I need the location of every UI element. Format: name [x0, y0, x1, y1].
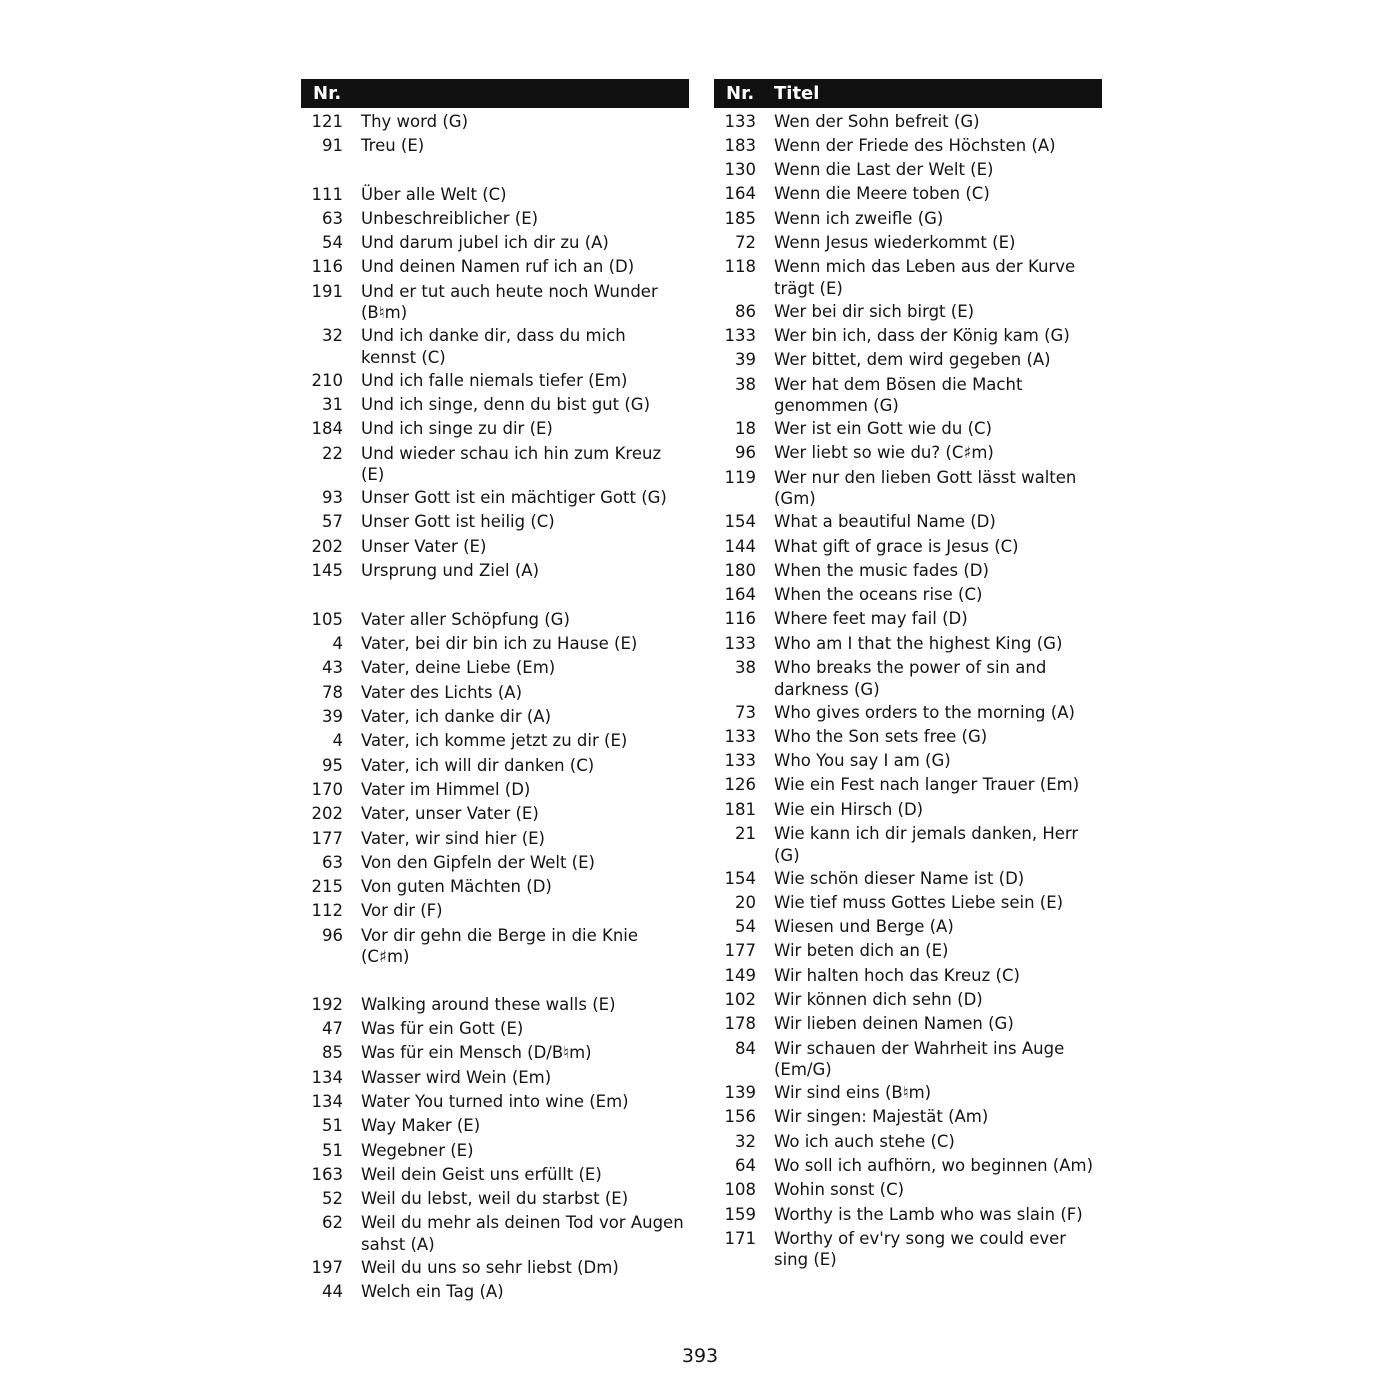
index-entry — [714, 773, 1102, 797]
left-column-header — [301, 79, 689, 108]
song-number: 154 — [724, 868, 756, 888]
index-entry — [301, 729, 689, 753]
index-entry — [301, 1041, 689, 1065]
song-number: 133 — [724, 111, 756, 131]
song-number: 84 — [735, 1038, 756, 1058]
song-number: 51 — [322, 1116, 343, 1136]
song-title: Where feet may fail (D) — [774, 609, 968, 629]
index-entry — [301, 802, 689, 826]
index-entry — [714, 299, 1102, 323]
index-entry — [301, 1065, 689, 1089]
song-title: Vater, ich will dir danken (C) — [361, 755, 595, 775]
song-title: Vater des Lichts (A) — [361, 682, 523, 702]
song-number: 54 — [735, 917, 756, 937]
index-entry — [714, 1105, 1102, 1129]
song-number: 185 — [724, 208, 756, 228]
song-title: Und ich danke dir, dass du mich kennst (C) — [361, 326, 626, 367]
index-entry — [714, 510, 1102, 534]
song-title: Von guten Mächten (D) — [361, 877, 552, 897]
song-title: Wir schauen der Wahrheit ins Auge (Em/G) — [774, 1038, 1065, 1080]
letter-group-spacer — [301, 158, 689, 183]
index-entry — [301, 559, 689, 583]
song-number: 184 — [311, 419, 343, 439]
song-title: Wenn die Last der Welt (E) — [774, 160, 994, 180]
song-title: Who breaks the power of sin and darkness (G) — [774, 658, 1047, 699]
song-title: Wegebner (E) — [361, 1140, 474, 1160]
index-entry — [714, 700, 1102, 724]
song-title: Wir halten hoch das Kreuz (C) — [774, 965, 1020, 985]
song-title: Wer ist ein Gott wie du (C) — [774, 419, 992, 439]
song-title: Wie schön dieser Name ist (D) — [774, 868, 1025, 888]
song-number: 215 — [311, 877, 343, 897]
song-number: 96 — [322, 925, 343, 945]
index-entry — [301, 777, 689, 801]
song-title: Weil du mehr als deinen Tod vor Augen sahst (A) — [361, 1213, 684, 1254]
song-title: When the oceans rise (C) — [774, 585, 983, 605]
index-entry — [301, 875, 689, 899]
index-entry — [301, 324, 689, 369]
song-number: 116 — [311, 257, 343, 277]
song-number: 91 — [322, 135, 343, 155]
right-entry-list — [714, 109, 1102, 1271]
song-title: Wenn mich das Leben aus der Kurve trägt (E) — [774, 257, 1076, 298]
song-number: 44 — [322, 1282, 343, 1302]
song-title: When the music fades (D) — [774, 560, 989, 580]
index-entry — [301, 992, 689, 1016]
song-number: 64 — [735, 1156, 756, 1175]
index-entry — [301, 826, 689, 850]
index-entry — [301, 656, 689, 680]
index-entry — [714, 158, 1102, 182]
song-number: 95 — [322, 755, 343, 775]
song-number: 164 — [724, 184, 756, 204]
song-title: What a beautiful Name (D) — [774, 512, 996, 532]
index-entry — [714, 1178, 1102, 1202]
index-entry — [301, 1114, 689, 1138]
song-number: 121 — [311, 111, 343, 131]
song-title: Wenn ich zweifle (G) — [774, 208, 944, 228]
song-number: 78 — [322, 682, 343, 702]
index-entry — [301, 1138, 689, 1162]
song-title: Who the Son sets free (G) — [774, 726, 988, 746]
song-number: 164 — [724, 585, 756, 605]
letter-group-spacer — [301, 583, 689, 608]
song-title: Unbeschreiblicher (E) — [361, 208, 539, 228]
song-number: 111 — [311, 184, 343, 204]
song-number: 134 — [311, 1067, 343, 1087]
song-number: 86 — [735, 301, 756, 321]
index-entry — [301, 206, 689, 230]
song-title: Weil du lebst, weil du starbst (E) — [361, 1189, 629, 1209]
song-number: 183 — [724, 135, 756, 155]
song-title: Wer liebt so wie du? (C♯m) — [774, 443, 994, 463]
song-number: 39 — [322, 707, 343, 727]
index-entry — [301, 899, 689, 923]
song-number: 133 — [724, 633, 756, 653]
song-number: 149 — [724, 965, 756, 985]
page-number: 393 — [681, 1345, 719, 1367]
index-entry — [714, 255, 1102, 300]
index-entry — [714, 822, 1102, 867]
header-title-label: Titel — [774, 83, 820, 104]
index-entry — [714, 1012, 1102, 1036]
index-entry — [301, 850, 689, 874]
song-title: Wie tief muss Gottes Liebe sein (E) — [774, 892, 1064, 912]
index-entry — [714, 1226, 1102, 1271]
song-title: Und wieder schau ich hin zum Kreuz (E) — [361, 443, 662, 485]
song-number: 47 — [322, 1019, 343, 1039]
index-entry — [714, 534, 1102, 558]
index-entry — [301, 1017, 689, 1041]
song-title: Wo soll ich aufhörn, wo beginnen (Am) — [774, 1156, 1094, 1175]
song-number: 118 — [724, 257, 756, 277]
index-entry — [301, 1255, 689, 1279]
index-entry — [301, 510, 689, 534]
index-entry — [301, 705, 689, 729]
index-entry — [714, 324, 1102, 348]
song-number: 63 — [322, 208, 343, 228]
index-entry — [714, 797, 1102, 821]
index-entry — [714, 230, 1102, 254]
song-title: Und darum jubel ich dir zu (A) — [361, 233, 609, 253]
song-title: Unser Gott ist ein mächtiger Gott (G) — [361, 488, 667, 508]
index-entry — [301, 279, 689, 324]
song-title: Vor dir gehn die Berge in die Knie (C♯m) — [361, 925, 639, 967]
index-entry — [301, 1280, 689, 1304]
song-number: 72 — [735, 232, 756, 252]
song-number: 102 — [724, 990, 756, 1010]
song-number: 51 — [322, 1140, 343, 1160]
song-title: Who You say I am (G) — [774, 751, 951, 771]
song-title: Vater, deine Liebe (Em) — [361, 658, 556, 678]
song-number: 20 — [735, 892, 756, 912]
index-entry — [301, 109, 689, 133]
song-title: Vater, unser Vater (E) — [361, 804, 539, 824]
song-title: Und ich singe zu dir (E) — [361, 419, 553, 439]
index-entry — [301, 417, 689, 441]
song-number: 4 — [332, 731, 343, 751]
song-title: Wenn der Friede des Höchsten (A) — [774, 135, 1056, 155]
index-entry — [301, 632, 689, 656]
song-title: Thy word (G) — [361, 111, 469, 131]
song-title: Ursprung und Ziel (A) — [361, 561, 540, 581]
index-entry — [301, 1187, 689, 1211]
index-entry — [714, 915, 1102, 939]
song-title: Wer hat dem Bösen die Macht genommen (G) — [774, 374, 1023, 416]
song-number: 85 — [322, 1043, 343, 1063]
song-number: 144 — [724, 536, 756, 556]
index-entry — [714, 939, 1102, 963]
song-number: 43 — [322, 658, 343, 678]
index-entry — [301, 255, 689, 279]
index-entry — [301, 368, 689, 392]
song-number: 73 — [735, 702, 756, 722]
song-title: Wie ein Fest nach langer Trauer (Em) — [774, 775, 1080, 795]
song-title: Und ich singe, denn du bist gut (G) — [361, 395, 650, 415]
header-nr-label: Nr. — [313, 83, 342, 104]
song-title: Wir beten dich an (E) — [774, 941, 949, 961]
song-number: 170 — [311, 779, 343, 799]
song-number: 62 — [322, 1213, 343, 1233]
index-entry — [714, 465, 1102, 510]
song-title: Was für ein Gott (E) — [361, 1019, 524, 1039]
song-title: Wer bittet, dem wird gegeben (A) — [774, 350, 1051, 370]
song-title: Wen der Sohn befreit (G) — [774, 111, 980, 131]
song-title: Vater aller Schöpfung (G) — [361, 609, 570, 629]
song-title: Treu (E) — [361, 135, 425, 155]
song-number: 154 — [724, 512, 756, 532]
song-title: Weil dein Geist uns erfüllt (E) — [361, 1164, 602, 1184]
song-number: 93 — [322, 488, 343, 508]
song-number: 108 — [724, 1180, 756, 1200]
index-entry — [714, 133, 1102, 157]
index-entry — [714, 583, 1102, 607]
song-number: 139 — [724, 1083, 756, 1103]
index-entry — [714, 749, 1102, 773]
song-title: Vater, bei dir bin ich zu Hause (E) — [361, 634, 638, 654]
song-title: Vor dir (F) — [361, 901, 443, 921]
song-title: Wer bin ich, dass der König kam (G) — [774, 326, 1070, 346]
song-title: Wie ein Hirsch (D) — [774, 799, 924, 819]
song-number: 163 — [311, 1164, 343, 1184]
index-entry — [301, 1162, 689, 1186]
song-title: Wo ich auch stehe (C) — [774, 1131, 955, 1151]
index-entry — [714, 631, 1102, 655]
index-entry — [714, 1081, 1102, 1105]
song-title: Unser Vater (E) — [361, 536, 487, 556]
left-entry-list — [301, 109, 689, 1304]
song-title: Von den Gipfeln der Welt (E) — [361, 852, 595, 872]
index-entry — [714, 1129, 1102, 1153]
index-entry — [714, 558, 1102, 582]
song-number: 112 — [311, 901, 343, 921]
song-number: 192 — [311, 994, 343, 1014]
index-entry — [301, 393, 689, 417]
song-title: Water You turned into wine (Em) — [361, 1091, 629, 1111]
index-entry — [714, 656, 1102, 701]
song-number: 210 — [311, 370, 343, 390]
song-title: Wiesen und Berge (A) — [774, 917, 954, 937]
song-title: Vater im Himmel (D) — [361, 779, 531, 799]
song-title: Weil du uns so sehr liebst (Dm) — [361, 1257, 619, 1277]
song-number: 52 — [322, 1189, 343, 1209]
song-number: 57 — [322, 512, 343, 532]
song-number: 159 — [724, 1204, 756, 1224]
song-title: Wenn Jesus wiederkommt (E) — [774, 232, 1016, 252]
song-number: 130 — [724, 160, 756, 180]
index-entry — [714, 348, 1102, 372]
index-entry — [301, 534, 689, 558]
index-entry — [301, 1211, 689, 1256]
index-entry — [714, 1154, 1102, 1178]
song-number: 180 — [724, 560, 756, 580]
song-title: Wir lieben deinen Namen (G) — [774, 1014, 1014, 1034]
index-entry — [301, 182, 689, 206]
song-number: 133 — [724, 751, 756, 771]
song-title: Vater, wir sind hier (E) — [361, 828, 545, 848]
song-title: Welch ein Tag (A) — [361, 1282, 504, 1302]
index-entry — [714, 724, 1102, 748]
song-number: 31 — [322, 395, 343, 415]
song-title: Who gives orders to the morning (A) — [774, 702, 1075, 722]
song-number: 202 — [311, 536, 343, 556]
song-number: 126 — [724, 775, 756, 795]
index-entry — [714, 890, 1102, 914]
header-nr-label: Nr. — [726, 83, 755, 104]
left-index-column — [301, 79, 689, 1304]
letter-group-spacer — [301, 968, 689, 993]
song-title: Walking around these walls (E) — [361, 994, 616, 1014]
right-column-header — [714, 79, 1102, 108]
song-number: 191 — [311, 281, 343, 301]
right-index-column — [714, 79, 1102, 1271]
song-number: 197 — [311, 1257, 343, 1277]
song-title: Wir können dich sehn (D) — [774, 990, 983, 1010]
song-number: 96 — [735, 443, 756, 463]
song-title: Wir sind eins (B♮m) — [774, 1083, 932, 1103]
song-title: Wer bei dir sich birgt (E) — [774, 301, 975, 321]
index-entry — [714, 963, 1102, 987]
song-title: Worthy is the Lamb who was slain (F) — [774, 1204, 1083, 1224]
index-entry — [714, 109, 1102, 133]
index-entry — [301, 607, 689, 631]
index-entry — [714, 607, 1102, 631]
song-title: Wohin sonst (C) — [774, 1180, 905, 1200]
index-entry — [714, 1202, 1102, 1226]
song-title: Was für ein Mensch (D/B♮m) — [361, 1043, 592, 1063]
song-title: Wasser wird Wein (Em) — [361, 1067, 552, 1087]
song-number: 21 — [735, 824, 756, 844]
song-number: 177 — [311, 828, 343, 848]
index-entry — [301, 753, 689, 777]
index-entry — [301, 133, 689, 157]
song-number: 38 — [735, 374, 756, 394]
song-number: 39 — [735, 350, 756, 370]
index-entry — [714, 988, 1102, 1012]
song-number: 32 — [322, 326, 343, 346]
song-title: Way Maker (E) — [361, 1116, 481, 1136]
song-title: Und ich falle niemals tiefer (Em) — [361, 370, 628, 390]
song-title: Vater, ich komme jetzt zu dir (E) — [361, 731, 628, 751]
song-number: 133 — [724, 726, 756, 746]
song-title: Wie kann ich dir jemals danken, Herr (G) — [774, 824, 1079, 865]
song-title: What gift of grace is Jesus (C) — [774, 536, 1019, 556]
index-entry — [301, 1089, 689, 1113]
song-number: 181 — [724, 799, 756, 819]
song-title: Wer nur den lieben Gott lässt walten (Gm) — [774, 467, 1077, 509]
index-entry — [301, 486, 689, 510]
song-number: 54 — [322, 233, 343, 253]
song-title: Wir singen: Majestät (Am) — [774, 1107, 989, 1127]
index-entry — [714, 441, 1102, 465]
index-entry — [714, 866, 1102, 890]
song-title: Wenn die Meere toben (C) — [774, 184, 990, 204]
song-number: 134 — [311, 1091, 343, 1111]
song-number: 133 — [724, 326, 756, 346]
index-entry — [714, 372, 1102, 417]
song-title: Und deinen Namen ruf ich an (D) — [361, 257, 635, 277]
song-number: 18 — [735, 419, 756, 439]
song-title: Who am I that the highest King (G) — [774, 633, 1063, 653]
song-number: 116 — [724, 609, 756, 629]
song-number: 32 — [735, 1131, 756, 1151]
index-entry — [301, 441, 689, 486]
song-title: Und er tut auch heute noch Wunder (B♮m) — [361, 281, 658, 323]
song-number: 38 — [735, 658, 756, 678]
index-entry — [714, 206, 1102, 230]
index-entry — [301, 923, 689, 968]
index-entry — [301, 231, 689, 255]
song-title: Vater, ich danke dir (A) — [361, 707, 552, 727]
song-number: 171 — [724, 1228, 756, 1248]
index-entry — [714, 417, 1102, 441]
index-entry — [301, 680, 689, 704]
song-title: Über alle Welt (C) — [361, 184, 507, 204]
song-number: 63 — [322, 852, 343, 872]
song-number: 145 — [311, 561, 343, 581]
index-entry — [714, 182, 1102, 206]
song-number: 22 — [322, 443, 343, 463]
song-number: 4 — [332, 634, 343, 654]
song-number: 105 — [311, 609, 343, 629]
song-number: 177 — [724, 941, 756, 961]
index-entry — [714, 1036, 1102, 1081]
song-number: 178 — [724, 1014, 756, 1034]
song-title: Unser Gott ist heilig (C) — [361, 512, 555, 532]
song-number: 119 — [724, 467, 756, 487]
song-number: 156 — [724, 1107, 756, 1127]
song-title: Worthy of ev'ry song we could ever sing (E) — [774, 1228, 1067, 1270]
song-number: 202 — [311, 804, 343, 824]
